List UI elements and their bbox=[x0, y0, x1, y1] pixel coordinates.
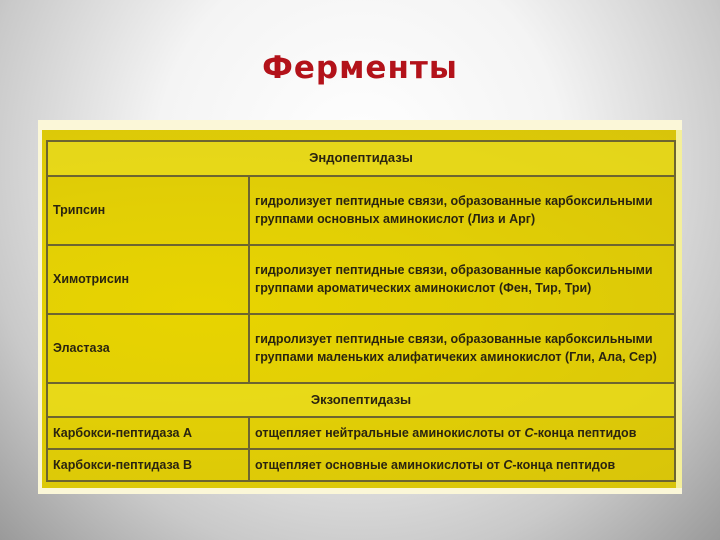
enzyme-name: Трипсин bbox=[47, 176, 249, 245]
table-row bbox=[47, 449, 675, 481]
description-line: гидролизует пептидные связи, образованные карбоксильными bbox=[255, 194, 653, 209]
enzyme-name: Карбокси-пептидаза А bbox=[47, 417, 249, 449]
enzyme-name: Химотрисин bbox=[47, 245, 249, 314]
description-text: отщепляет основные аминокислоты от bbox=[255, 458, 504, 473]
section-header-row bbox=[47, 383, 675, 418]
description-line: группами основных аминокислот (Лиз и Арг) bbox=[255, 212, 536, 227]
slide-title: Ферменты bbox=[262, 50, 458, 86]
terminus-letter: С bbox=[524, 426, 534, 441]
enzyme-description bbox=[249, 417, 675, 449]
enzyme-table-image bbox=[38, 120, 682, 494]
description-text: отщепляет нейтральные аминокислоты от bbox=[255, 426, 525, 441]
section-heading: Экзопептидазы bbox=[47, 383, 675, 418]
description-line: гидролизует пептидные связи, образованные карбоксильными bbox=[255, 263, 653, 278]
enzyme-name: Карбокси-пептидаза В bbox=[47, 449, 249, 481]
section-header-row bbox=[47, 141, 675, 176]
enzyme-description bbox=[249, 245, 675, 314]
section-heading: Эндопептидазы bbox=[47, 141, 675, 176]
description-line: группами ароматических аминокислот (Фен, Тир, Три) bbox=[255, 281, 592, 296]
table-row bbox=[47, 245, 675, 314]
table-row bbox=[47, 314, 675, 383]
enzyme-description bbox=[249, 176, 675, 245]
description-line: гидролизует пептидные связи, образованные карбоксильными bbox=[255, 332, 653, 347]
table-row bbox=[47, 176, 675, 245]
description-text: -конца пептидов bbox=[512, 458, 616, 473]
terminus-letter: С bbox=[503, 458, 513, 473]
table-row bbox=[47, 417, 675, 449]
image-edge bbox=[676, 130, 682, 488]
enzyme-description bbox=[249, 314, 675, 383]
enzyme-table bbox=[46, 140, 676, 482]
enzyme-description bbox=[249, 449, 675, 481]
enzyme-name: Эластаза bbox=[47, 314, 249, 383]
description-line: группами маленьких алифатичеких аминокислот (Гли, Ала, Сер) bbox=[255, 350, 657, 365]
description-text: -конца пептидов bbox=[533, 426, 637, 441]
